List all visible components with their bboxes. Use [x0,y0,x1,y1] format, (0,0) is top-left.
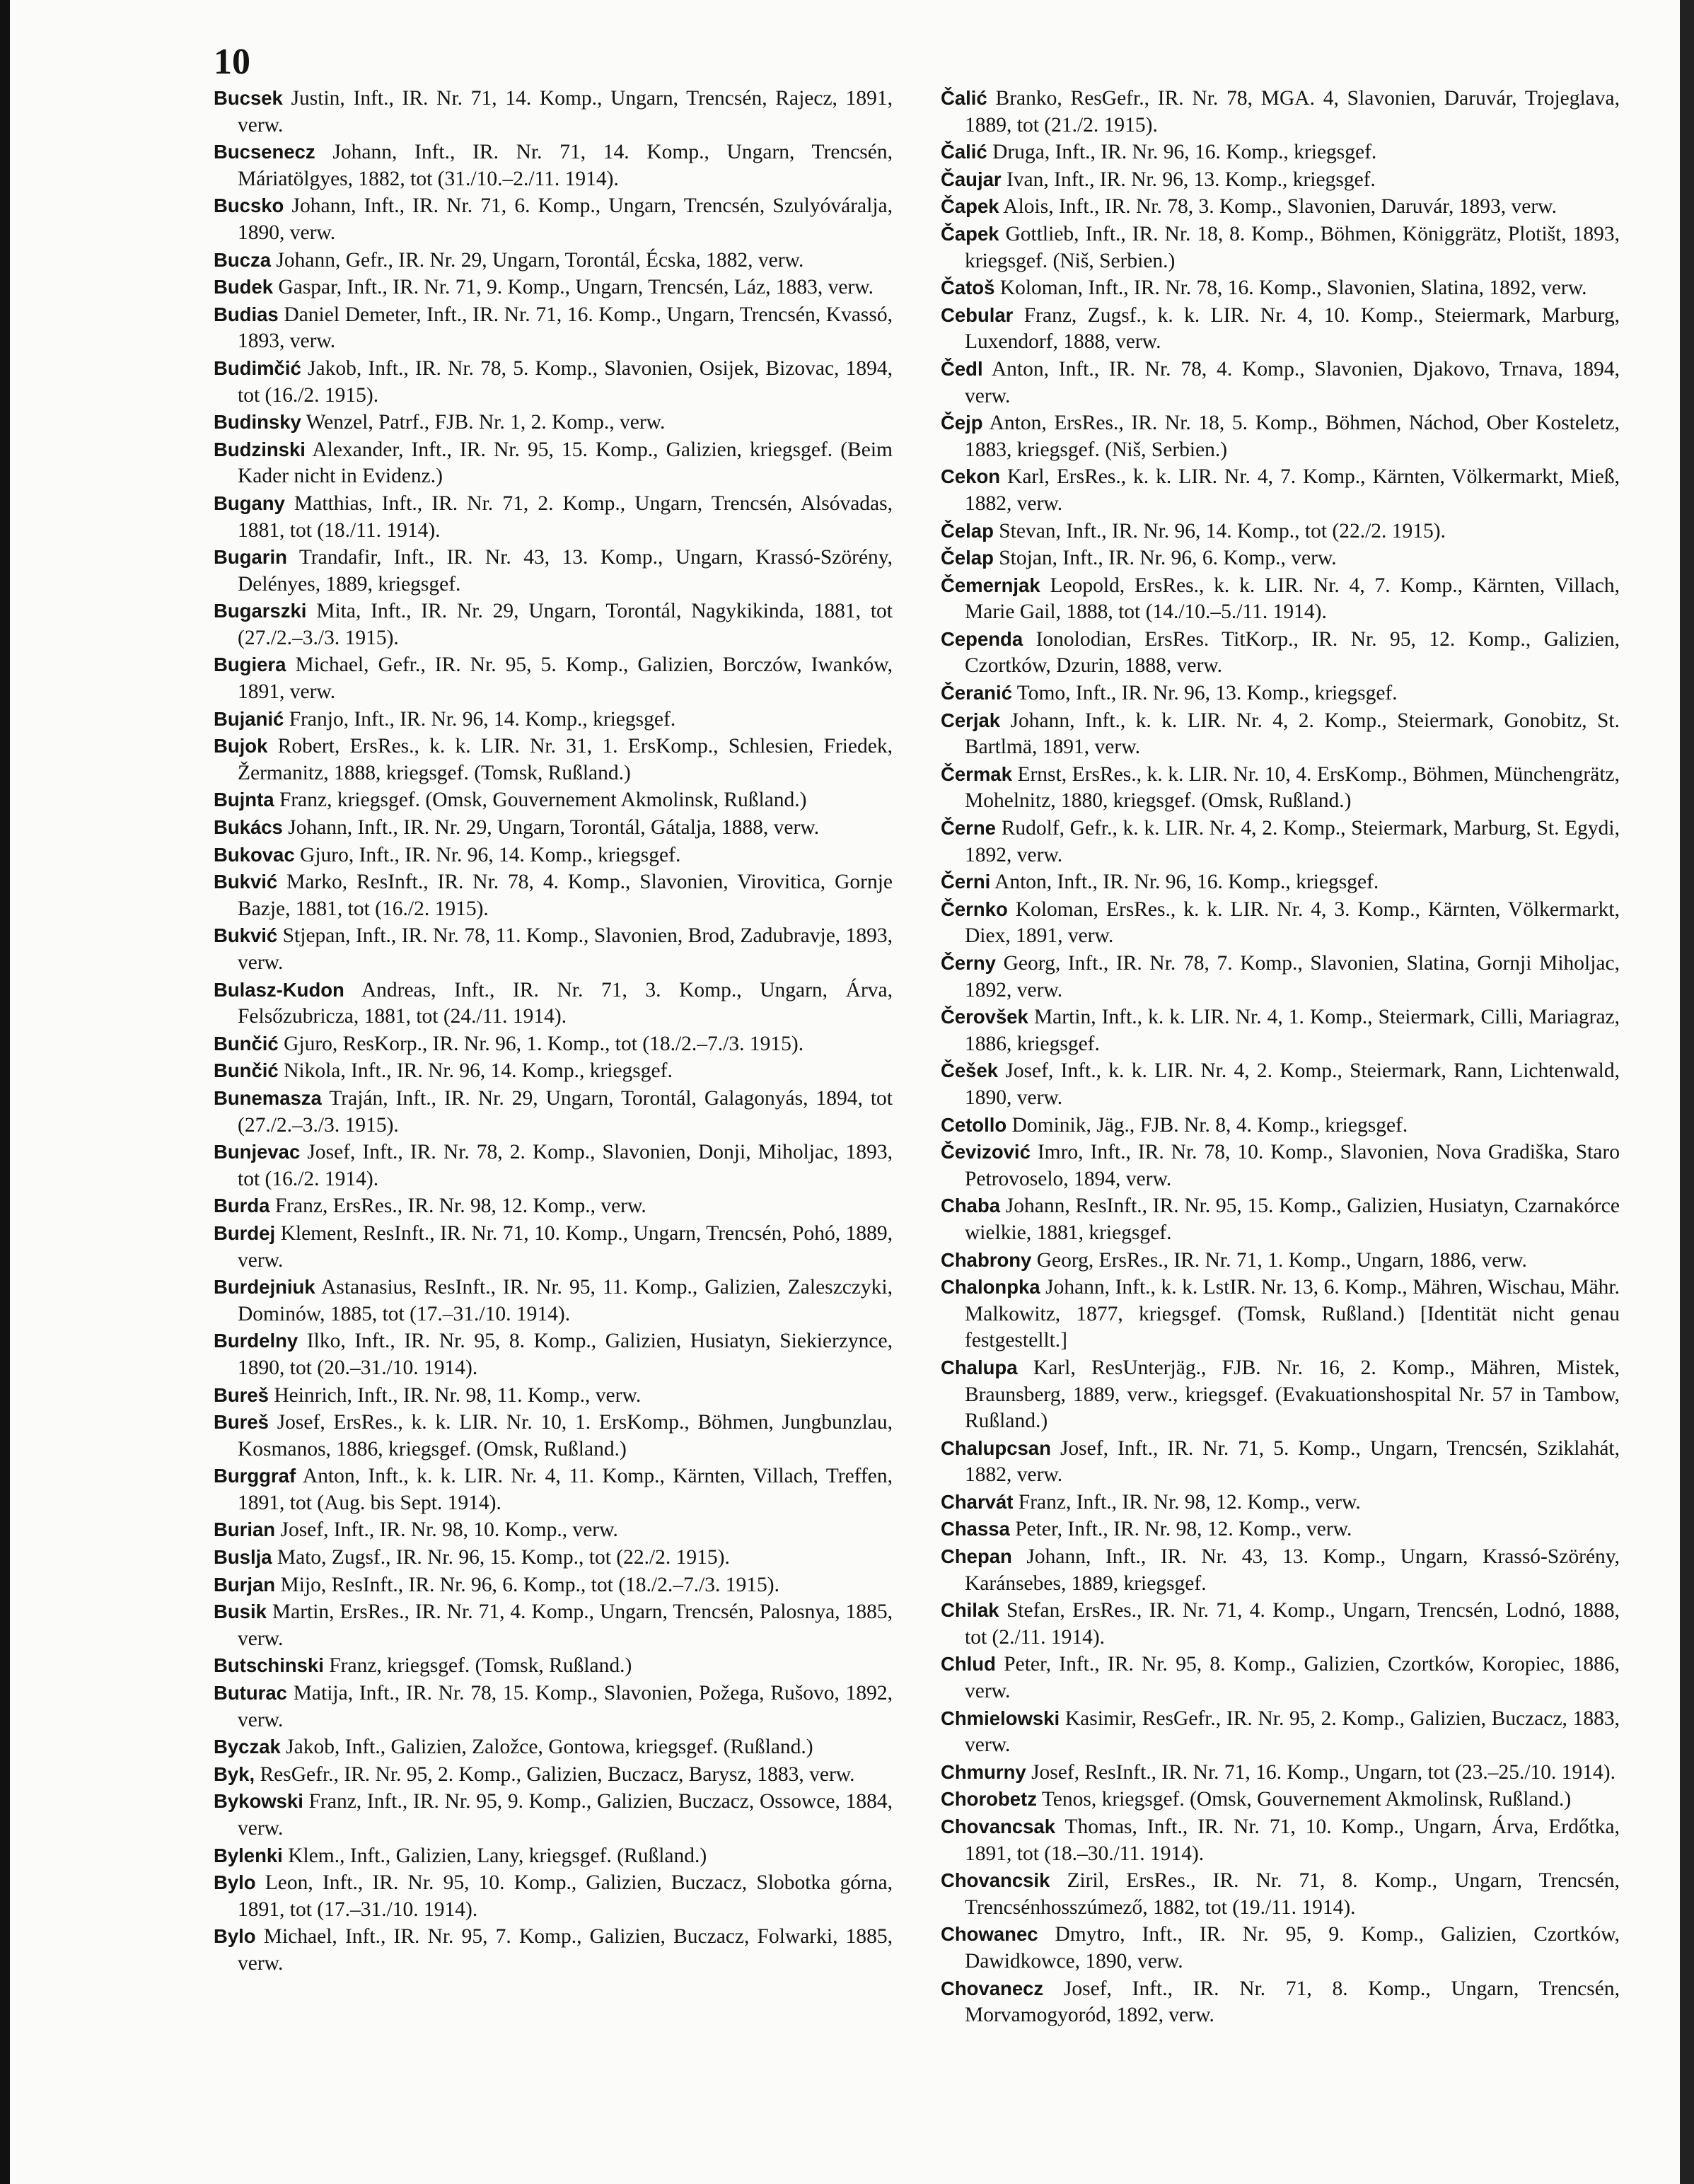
casualty-entry [941,85,1620,139]
entry-surname: Budzinski [214,438,306,460]
casualty-entry [941,815,1620,869]
entry-details: Ivan, Inft., IR. Nr. 96, 13. Komp., kriegsgef. [1006,168,1376,191]
casualty-entry [214,247,893,274]
entry-surname: Bujnta [214,789,274,811]
casualty-entry [941,1489,1620,1516]
entry-details: Branko, ResGefr., IR. Nr. 78, MGA. 4, Slavonien, Daruvár, Trojeglava, 1889, tot (21./2. 1915). [965,87,1620,136]
entry-surname: Buslja [214,1546,272,1569]
entry-surname: Cebular [941,303,1014,326]
casualty-entry [214,651,893,705]
entry-details: Johann, Gefr., IR. Nr. 29, Ungarn, Torontál, Écska, 1882, verw. [276,248,804,272]
entry-details: Nikola, Inft., IR. Nr. 96, 14. Komp., kriegsgef. [284,1059,673,1083]
casualty-entry [214,1139,893,1192]
entry-details: Johann, Inft., IR. Nr. 71, 6. Komp., Ungarn, Trencsén, Szulyóváralja, 1890, verw. [238,194,893,244]
entry-surname: Bureš [214,1411,269,1434]
casualty-entry [214,1544,893,1572]
entry-surname: Chovancsik [941,1869,1050,1892]
casualty-entry [214,1761,893,1789]
entry-details: Leopold, ErsRes., k. k. LIR. Nr. 4, 7. Komp., Kärnten, Villach, Marie Gail, 1888, tot (14./10.–5./11. 1914). [965,574,1620,624]
entry-details: Franjo, Inft., IR. Nr. 96, 14. Komp., kriegsgef. [289,707,676,731]
entry-details: Martin, Inft., k. k. LIR. Nr. 4, 1. Komp., Steiermark, Cilli, Mariagraz, 1886, kriegsgef. [965,1006,1620,1055]
casualty-entry [214,1463,893,1516]
entry-details: Justin, Inft., IR. Nr. 71, 14. Komp., Ungarn, Trencsén, Rajecz, 1891, verw. [238,87,893,136]
casualty-entry [214,490,893,544]
casualty-entry [214,1788,893,1842]
entry-surname: Čelap [941,519,994,542]
entry-surname: Čapek [941,222,999,245]
casualty-entry [214,1869,893,1923]
entry-details: Gaspar, Inft., IR. Nr. 71, 9. Komp., Ungarn, Trencsén, Láz, 1883, verw. [278,276,874,299]
entry-surname: Bulasz-Kudon [214,978,344,1001]
casualty-entry [214,977,893,1030]
casualty-entry [941,1786,1620,1813]
entry-surname: Chalupa [941,1356,1018,1378]
entry-surname: Byk, [214,1762,255,1785]
entry-details: Mita, Inft., IR. Nr. 29, Ungarn, Torontál, Nagykikinda, 1881, tot (27./2.–3./3. 1915). [238,600,893,649]
entry-details: Martin, ErsRes., IR. Nr. 71, 4. Komp., Ungarn, Trencsén, Palosnya, 1885, verw. [238,1601,893,1650]
entry-surname: Čatoš [941,277,995,299]
entry-details: Franz, kriegsgef. (Omsk, Gouvernement Akmolinsk, Rußland.) [279,789,807,812]
casualty-entry [214,436,893,490]
entry-surname: Bucsenecz [214,141,315,163]
entry-surname: Čalić [941,87,987,109]
entry-details: Anton, Inft., IR. Nr. 78, 4. Komp., Slavonien, Djakovo, Trnava, 1894, verw. [965,357,1620,407]
casualty-entry [214,706,893,733]
entry-details: Anton, Inft., IR. Nr. 96, 16. Komp., kriegsgef. [994,871,1379,894]
entry-surname: Bugany [214,492,285,514]
entry-surname: Charvát [941,1490,1014,1513]
entry-surname: Burdejniuk [214,1276,315,1299]
entry-details: Ziril, ErsRes., IR. Nr. 71, 8. Komp., Ungarn, Trencsén, Trencsénhosszúmező, 1882, tot (19./11. 1914). [965,1869,1620,1919]
entry-surname: Čelap [941,547,994,569]
casualty-entry [941,1139,1620,1192]
entry-details: ResGefr., IR. Nr. 95, 2. Komp., Galizien, Buczacz, Barysz, 1883, verw. [260,1762,855,1786]
entry-details: Josef, ErsRes., k. k. LIR. Nr. 10, 1. ErsKomp., Böhmen, Jungbunzlau, Kosmanos, 1886, kriegsgef. (Omsk, Rußland.) [238,1411,893,1460]
casualty-entry [941,869,1620,896]
entry-surname: Čedl [941,357,983,380]
entry-details: Mato, Zugsf., IR. Nr. 96, 15. Komp., tot (22./2. 1915). [277,1546,730,1569]
left-column [214,85,893,1977]
casualty-entry [941,410,1620,463]
casualty-entry [941,1867,1620,1921]
entry-surname: Cependa [941,627,1023,650]
entry-details: Tomo, Inft., IR. Nr. 96, 13. Komp., kriegsgef. [1016,682,1398,705]
entry-surname: Bugiera [214,654,286,676]
entry-details: Koloman, Inft., IR. Nr. 78, 16. Komp., Slavonien, Slatina, 1892, verw. [999,277,1587,300]
entry-surname: Chaba [941,1195,1001,1217]
entry-details: Georg, Inft., IR. Nr. 78, 7. Komp., Slavonien, Slatina, Gornji Miholjac, 1892, verw. [965,952,1620,1001]
entry-surname: Chassa [941,1518,1010,1540]
entry-surname: Budinsky [214,411,301,434]
entry-details: Astanasius, ResInft., IR. Nr. 95, 11. Komp., Galizien, Zaleszczyki, Dominów, 1885, tot (17.–31./10. 1914). [238,1276,893,1325]
entry-surname: Češek [941,1059,999,1082]
casualty-entry [941,1543,1620,1597]
casualty-entry [941,518,1620,545]
casualty-entry [214,1572,893,1599]
casualty-entry [941,139,1620,166]
entry-surname: Chovanecz [941,1977,1044,1999]
entry-surname: Bukvić [214,924,278,947]
entry-surname: Burggraf [214,1465,296,1487]
entry-details: Josef, Inft., k. k. LIR. Nr. 4, 2. Komp., Steiermark, Rann, Lichtenwald, 1890, verw. [965,1059,1620,1109]
entry-details: Andreas, Inft., IR. Nr. 71, 3. Komp., Ungarn, Árva, Felsőzubricza, 1881, tot (24./11. 1914). [238,978,893,1028]
entry-surname: Chalupcsan [941,1436,1051,1459]
entry-details: Klem., Inft., Galizien, Lany, kriegsgef. (Rußland.) [288,1844,707,1867]
entry-surname: Cerjak [941,709,1001,731]
entry-details: Ernst, ErsRes., k. k. LIR. Nr. 10, 4. ErsKomp., Böhmen, Münchengrätz, Mohelnitz, 1880, kriegsgef. (Omsk, Rußland.) [965,762,1620,813]
entry-surname: Burda [214,1195,270,1217]
entry-surname: Bunčić [214,1059,279,1082]
casualty-entry [941,1247,1620,1274]
casualty-entry [214,544,893,598]
casualty-entry [214,1220,893,1274]
entry-details: Leon, Inft., IR. Nr. 95, 10. Komp., Galizien, Buczacz, Slobotka górna, 1891, tot (17.–31./10. 1914). [238,1871,893,1921]
entry-surname: Butschinski [214,1654,324,1677]
casualty-entry [941,761,1620,815]
entry-details: Rudolf, Gefr., k. k. LIR. Nr. 4, 2. Komp., Steiermark, Marburg, St. Egydi, 1892, verw. [965,817,1620,866]
casualty-entry [941,1274,1620,1354]
casualty-entry [941,1192,1620,1246]
entry-details: Franz, ErsRes., IR. Nr. 98, 12. Komp., verw. [274,1195,646,1218]
entry-surname: Bucsko [214,194,284,217]
entry-surname: Chorobetz [941,1788,1037,1811]
casualty-entry [214,922,893,976]
casualty-entry [214,1274,893,1328]
scan-edge-right [1680,0,1694,2184]
entry-details: Johann, Inft., IR. Nr. 71, 14. Komp., Ungarn, Trencsén, Máriatölgyes, 1882, tot (31./10.–2./11. 1914). [238,141,893,190]
entry-details: Thomas, Inft., IR. Nr. 71, 10. Komp., Ungarn, Árva, Erdőtka, 1891, tot (18.–30./11. 1914). [965,1816,1620,1865]
entry-surname: Chlud [941,1653,996,1675]
entry-details: Peter, Inft., IR. Nr. 98, 12. Komp., verw. [1015,1518,1352,1541]
casualty-entry [214,139,893,192]
casualty-entry [941,166,1620,194]
casualty-entry [214,598,893,651]
entry-surname: Čaujar [941,168,1002,190]
casualty-entry [214,274,893,301]
entry-surname: Burjan [214,1573,276,1596]
entry-details: Heinrich, Inft., IR. Nr. 98, 11. Komp., verw. [274,1383,642,1407]
casualty-entry [214,1085,893,1139]
entry-surname: Buturac [214,1682,287,1704]
entry-details: Jakob, Inft., Galizien, Založce, Gontowa, kriegsgef. (Rußland.) [286,1736,813,1759]
entry-details: Traján, Inft., IR. Nr. 29, Ungarn, Torontál, Galagonyás, 1894, tot (27./2.–3./3. 1915). [238,1086,893,1137]
entry-surname: Bylo [214,1925,256,1948]
entry-details: Jakob, Inft., IR. Nr. 78, 5. Komp., Slavonien, Osijek, Bizovac, 1894, tot (16./2. 1915). [238,356,893,407]
casualty-entry [214,1680,893,1733]
entry-surname: Bucsek [214,87,283,109]
casualty-entry [214,355,893,409]
entry-details: Josef, Inft., IR. Nr. 71, 8. Komp., Ungarn, Trencsén, Morvamogyoród, 1892, verw. [965,1977,1620,2027]
entry-details: Josef, Inft., IR. Nr. 78, 2. Komp., Slavonien, Donji, Miholjac, 1893, tot (16./2. 1914). [238,1141,893,1190]
entry-details: Michael, Inft., IR. Nr. 95, 7. Komp., Galizien, Buczacz, Folwarki, 1885, verw. [238,1925,893,1975]
entry-details: Robert, ErsRes., k. k. LIR. Nr. 31, 1. ErsKomp., Schlesien, Friedek, Žermanitz, 1888, kriegsgef. (Tomsk, Rußland.) [238,735,893,784]
entry-surname: Bukovac [214,843,295,866]
entry-surname: Bunčić [214,1032,279,1055]
entry-surname: Chalonpka [941,1276,1040,1299]
entry-surname: Čalić [941,141,987,163]
entry-details: Josef, Inft., IR. Nr. 71, 5. Komp., Ungarn, Trencsén, Sziklahát, 1882, verw. [965,1436,1620,1487]
entry-details: Dmytro, Inft., IR. Nr. 95, 9. Komp., Galizien, Czortków, Dawidkowce, 1890, verw. [965,1923,1620,1973]
entry-details: Franz, Inft., IR. Nr. 95, 9. Komp., Galizien, Buczacz, Ossowce, 1884, verw. [238,1790,893,1840]
entry-details: Alois, Inft., IR. Nr. 78, 3. Komp., Slavonien, Daruvár, 1893, verw. [1003,195,1557,219]
entry-details: Georg, ErsRes., IR. Nr. 71, 1. Komp., Ungarn, 1886, verw. [1036,1248,1527,1272]
casualty-entry [214,869,893,922]
entry-surname: Bykowski [214,1790,303,1813]
entry-surname: Budimčić [214,356,301,379]
entry-details: Johann, Inft., k. k. LIR. Nr. 4, 2. Komp., Steiermark, Gonobitz, St. Bartlmä, 1891, verw. [965,709,1620,759]
entry-surname: Černko [941,898,1008,920]
casualty-entry [941,274,1620,302]
casualty-entry [941,1057,1620,1111]
casualty-entry [214,1923,893,1977]
entry-details: Stevan, Inft., IR. Nr. 96, 14. Komp., tot (22./2. 1915). [999,519,1446,542]
entry-details: Ilko, Inft., IR. Nr. 95, 8. Komp., Galizien, Husiatyn, Siekierzynce, 1890, tot (20.–31./10. 1914). [238,1330,893,1379]
casualty-entry [941,1975,1620,2029]
casualty-entry [214,786,893,814]
entry-details: Alexander, Inft., IR. Nr. 95, 15. Komp., Galizien, kriegsgef. (Beim Kader nicht in Evidenz.) [238,438,893,488]
entry-surname: Bylo [214,1871,256,1894]
entry-details: Gottlieb, Inft., IR. Nr. 18, 8. Komp., Böhmen, Königgrätz, Plotišt, 1893, kriegsgef. (Niš, Serbien.) [965,222,1620,272]
entry-surname: Bureš [214,1383,269,1406]
entry-details: Michael, Gefr., IR. Nr. 95, 5. Komp., Galizien, Borczów, Iwanków, 1891, verw. [238,654,893,704]
casualty-entry [941,1759,1620,1787]
entry-details: Peter, Inft., IR. Nr. 95, 8. Komp., Galizien, Czortków, Koropiec, 1886, verw. [965,1653,1620,1703]
entry-details: Mijo, ResInft., IR. Nr. 96, 6. Komp., tot (18./2.–7./3. 1915). [280,1573,779,1596]
entry-surname: Byczak [214,1736,281,1758]
entry-surname: Cekon [941,465,1001,488]
casualty-entry [941,463,1620,517]
entry-details: Wenzel, Patrf., FJB. Nr. 1, 2. Komp., verw. [306,411,666,434]
entry-surname: Chovancsak [941,1816,1056,1837]
entry-surname: Bucza [214,248,271,271]
casualty-entry [941,1112,1620,1139]
casualty-entry [941,626,1620,680]
casualty-entry [941,1516,1620,1543]
casualty-entry [941,221,1620,274]
entry-details: Karl, ErsRes., k. k. LIR. Nr. 4, 7. Komp., Kärnten, Völkermarkt, Mieß, 1882, verw. [965,465,1620,515]
casualty-entry [214,1733,893,1761]
casualty-entry [214,409,893,436]
entry-surname: Bugarin [214,546,287,569]
entry-details: Johann, Inft., IR. Nr. 43, 13. Komp., Ungarn, Krassó-Szörény, Karánsebes, 1889, kriegsgef. [965,1545,1620,1595]
casualty-entry [941,1705,1620,1759]
entry-surname: Čermak [941,762,1012,785]
casualty-entry [214,1192,893,1220]
casualty-entry [214,1057,893,1085]
entry-details: Trandafir, Inft., IR. Nr. 43, 13. Komp., Ungarn, Krassó-Szörény, Delényes, 1889, kriegsgef. [238,546,893,596]
entry-surname: Chmurny [941,1760,1026,1783]
entry-surname: Burdej [214,1221,276,1244]
entry-details: Daniel Demeter, Inft., IR. Nr. 71, 16. Komp., Ungarn, Trencsén, Kvassó, 1893, verw. [238,303,893,353]
scan-edge-left [0,0,10,2184]
casualty-entry [214,301,893,355]
entry-surname: Černi [941,871,991,893]
entry-surname: Chabrony [941,1248,1032,1271]
casualty-entry [941,1597,1620,1651]
casualty-entry [941,302,1620,356]
entry-details: Druga, Inft., IR. Nr. 96, 16. Komp., kriegsgef. [992,141,1377,164]
entry-details: Matija, Inft., IR. Nr. 78, 15. Komp., Slavonien, Požega, Rušovo, 1892, verw. [238,1682,893,1731]
entry-details: Ionolodian, ErsRes. TitKorp., IR. Nr. 95, 12. Komp., Galizien, Czortków, Dzurin, 1888, verw. [965,627,1620,678]
casualty-entry [214,1652,893,1680]
entry-details: Johann, Inft., k. k. LstIR. Nr. 13, 6. Komp., Mähren, Wischau, Mähr. Malkowitz, 1877, kriegsgef. (Tomsk, Rußland.) [Identität nicht genau festgestellt.] [965,1276,1620,1352]
entry-details: Matthias, Inft., IR. Nr. 71, 2. Komp., Ungarn, Trencsén, Alsóvadas, 1881, tot (18./11. 1914). [238,492,893,542]
entry-details: Klement, ResInft., IR. Nr. 71, 10. Komp., Ungarn, Trencsén, Pohó, 1889, verw. [238,1221,893,1272]
entry-surname: Bugarszki [214,600,307,622]
entry-details: Josef, ResInft., IR. Nr. 71, 16. Komp., Ungarn, tot (23.–25./10. 1914). [1031,1760,1616,1784]
entry-surname: Bunjevac [214,1141,301,1163]
entry-surname: Bunemasza [214,1086,322,1109]
casualty-entry [214,1598,893,1652]
entry-surname: Čemernjak [941,574,1040,596]
casualty-entry [214,1382,893,1410]
entry-surname: Čevizović [941,1141,1031,1163]
casualty-entry [941,572,1620,626]
entry-details: Franz, kriegsgef. (Tomsk, Rußland.) [329,1654,632,1678]
casualty-entry [941,1921,1620,1975]
entry-details: Gjuro, ResKorp., IR. Nr. 96, 1. Komp., tot (18./2.–7./3. 1915). [284,1032,804,1055]
entry-surname: Čerovšek [941,1006,1028,1028]
entry-surname: Bukács [214,816,283,839]
entry-surname: Černy [941,952,996,974]
page-number: 10 [214,42,250,82]
entry-surname: Cetollo [941,1113,1007,1136]
entry-details: Imro, Inft., IR. Nr. 78, 10. Komp., Slavonien, Nova Gradiška, Staro Petrovoselo, 1894, verw. [965,1141,1620,1190]
casualty-entry [941,1004,1620,1057]
entry-surname: Budek [214,276,274,298]
entry-details: Dominik, Jäg., FJB. Nr. 8, 4. Komp., kriegsgef. [1011,1113,1408,1137]
casualty-entry [941,1651,1620,1704]
entry-surname: Bylenki [214,1844,283,1866]
entry-details: Marko, ResInft., IR. Nr. 78, 4. Komp., Slavonien, Virovitica, Gornje Bazje, 1881, tot (16./2. 1915). [238,871,893,920]
entry-details: Stojan, Inft., IR. Nr. 96, 6. Komp., verw. [999,547,1337,570]
entry-surname: Bujok [214,735,268,757]
entry-surname: Burdelny [214,1330,298,1352]
casualty-entry [214,1409,893,1463]
entry-details: Kasimir, ResGefr., IR. Nr. 95, 2. Komp., Galizien, Buczacz, 1883, verw. [965,1707,1620,1757]
casualty-entry [214,1030,893,1058]
casualty-entry [214,842,893,869]
entry-details: Stjepan, Inft., IR. Nr. 78, 11. Komp., Slavonien, Brod, Zadubravje, 1893, verw. [238,924,893,974]
entry-surname: Chowanec [941,1923,1038,1946]
entry-surname: Bujanić [214,707,284,730]
casualty-entry [941,1354,1620,1435]
entry-details: Johann, ResInft., IR. Nr. 95, 15. Komp., Galizien, Husiatyn, Czarnakórce wielkie, 1881, kriegsgef. [965,1195,1620,1244]
entry-surname: Chilak [941,1599,999,1622]
entry-surname: Chmielowski [941,1707,1060,1729]
casualty-entry [214,85,893,139]
entry-details: Koloman, ErsRes., k. k. LIR. Nr. 4, 3. Komp., Kärnten, Völkermarkt, Diex, 1891, verw. [965,898,1620,948]
casualty-entry [941,545,1620,572]
entry-details: Johann, Inft., IR. Nr. 29, Ungarn, Torontál, Gátalja, 1888, verw. [288,816,820,840]
entry-surname: Čejp [941,412,983,434]
casualty-entry [214,1516,893,1544]
casualty-entry [941,356,1620,410]
entry-details: Gjuro, Inft., IR. Nr. 96, 14. Komp., kriegsgef. [300,843,681,866]
entry-surname: Chepan [941,1545,1012,1568]
casualty-entry [214,192,893,246]
entry-details: Franz, Zugsf., k. k. LIR. Nr. 4, 10. Komp., Steiermark, Marburg, Luxendorf, 1888, verw. [965,303,1620,354]
entry-surname: Čeranić [941,682,1012,704]
casualty-entry [941,950,1620,1004]
entry-details: Franz, Inft., IR. Nr. 98, 12. Komp., verw. [1018,1490,1361,1514]
entry-surname: Burian [214,1518,276,1541]
casualty-entry [941,707,1620,761]
entry-details: Anton, Inft., k. k. LIR. Nr. 4, 11. Komp., Kärnten, Villach, Treffen, 1891, tot (Aug. bis Sept. 1914). [238,1465,893,1514]
entry-surname: Bukvić [214,871,278,893]
entry-surname: Čapek [941,195,999,218]
casualty-entry [214,1842,893,1870]
casualty-entry [941,680,1620,707]
casualty-entry [941,1435,1620,1489]
entry-details: Karl, ResUnterjäg., FJB. Nr. 16, 2. Komp., Mähren, Mistek, Braunsberg, 1889, verw., kriegsgef. (Evakuationshospital Nr. 57 in Tambow, Rußland.) [965,1356,1620,1433]
entry-surname: Budias [214,303,279,325]
casualty-entry [214,1328,893,1381]
entry-details: Josef, Inft., IR. Nr. 98, 10. Komp., verw. [280,1518,618,1542]
casualty-entry [941,1813,1620,1867]
entry-details: Anton, ErsRes., IR. Nr. 18, 5. Komp., Böhmen, Náchod, Ober Kosteletz, 1883, kriegsgef. (Niš, Serbien.) [965,412,1620,461]
casualty-entry [941,193,1620,221]
right-column [941,85,1620,2029]
casualty-entry [214,814,893,842]
entry-details: Stefan, ErsRes., IR. Nr. 71, 4. Komp., Ungarn, Trencsén, Lodnó, 1888, tot (2./11. 1914). [965,1599,1620,1649]
casualty-entry [214,733,893,786]
casualty-entry [941,896,1620,950]
entry-details: Tenos, kriegsgef. (Omsk, Gouvernement Akmolinsk, Rußland.) [1041,1788,1572,1811]
entry-surname: Černe [941,817,996,840]
entry-surname: Busik [214,1601,267,1623]
